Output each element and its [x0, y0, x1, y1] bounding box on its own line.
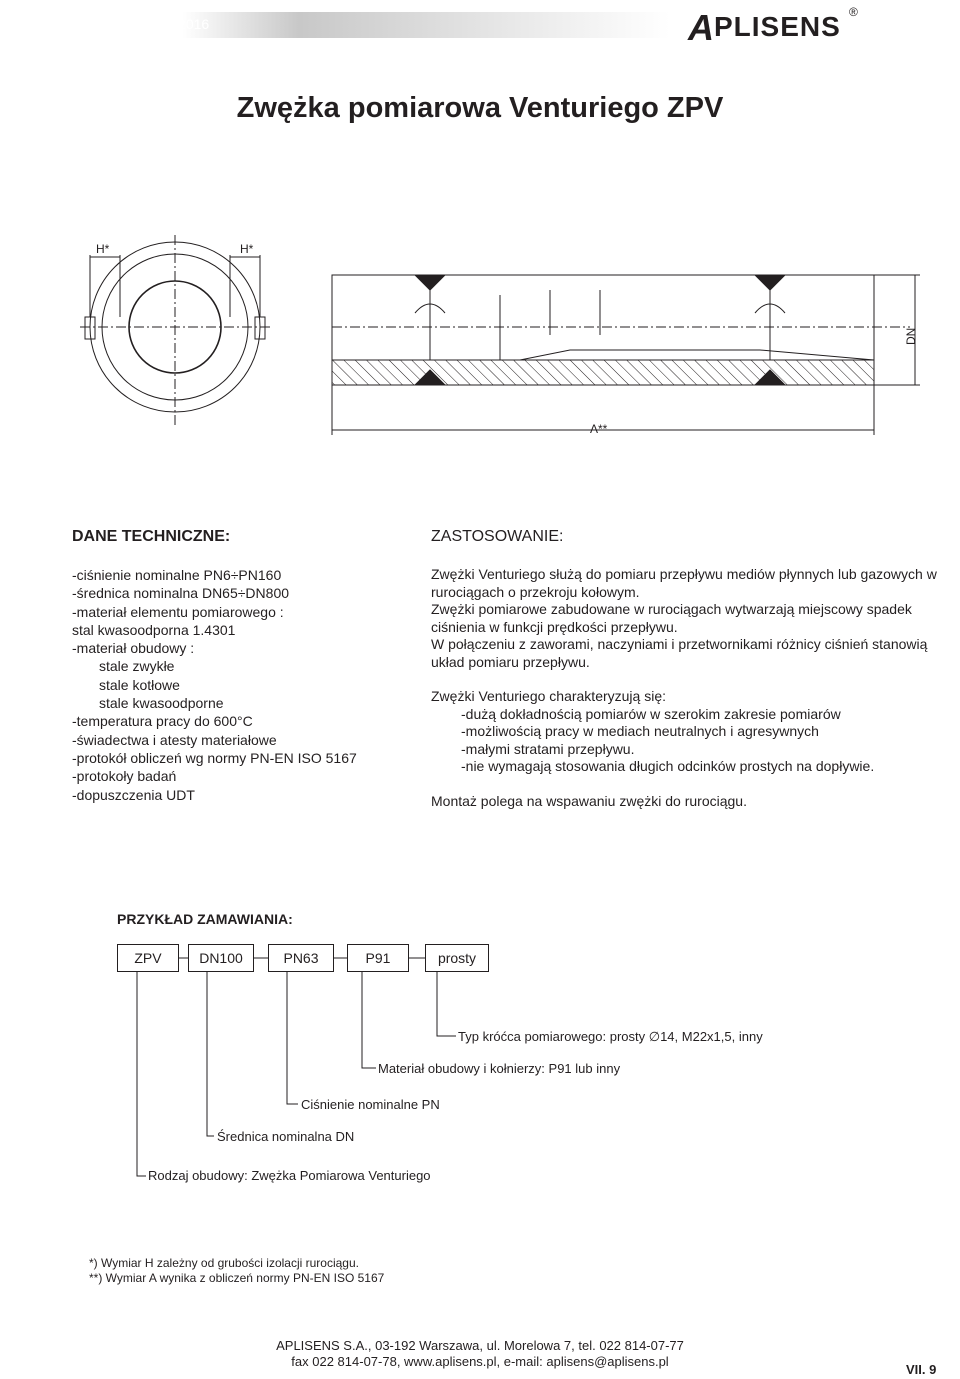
feature-item: -możliwością pracy w mediach neutralnych i agresywnych [461, 723, 819, 739]
order-code-box: DN100 [188, 944, 254, 972]
tech-line: -średnica nominalna DN65÷DN800 [72, 585, 290, 602]
application-paragraph: Montaż polega na wspawaniu zwężki do rurociągu. [431, 792, 747, 809]
tech-line: -ciśnienie nominalne PN6÷PN160 [72, 567, 282, 583]
feature-item: -małymi stratami przepływu. [461, 740, 635, 757]
application-paragraph: Zwężki pomiarowe zabudowane w rurociągach wytwarzają miejscowy spadek ciśnienia w funkcji prędkości przepływu. [431, 601, 912, 635]
tech-line: -materiał obudowy : [72, 640, 195, 657]
order-label-diameter: Średnica nominalna DN [217, 1129, 355, 1144]
feature-item: -dużą dokładnością pomiarów w szerokim zakresie pomiarów [461, 705, 841, 722]
tech-line: -protokół obliczeń wg normy PN-EN ISO 5167 [72, 749, 357, 766]
tech-line: -protokoły badań [72, 768, 177, 785]
footer-address: APLISENS S.A., 03-192 Warszawa, ul. Morelowa 7, tel. 022 814-07-77 [276, 1338, 684, 1353]
tech-line: -materiał elementu pomiarowego : [72, 603, 284, 620]
footnote-h: *) Wymiar H zależny od grubości izolacji rurociągu. [89, 1256, 359, 1270]
order-label-type: Typ króćca pomiarowego: prosty ∅14, M22x1,5, inny [458, 1029, 763, 1044]
svg-text:®: ® [849, 5, 858, 19]
order-code-box: prosty [425, 944, 489, 972]
order-label-pressure: Ciśnienie nominalne PN [301, 1097, 440, 1112]
flange-view [80, 235, 270, 425]
a-label: A** [590, 422, 608, 436]
tech-list [72, 566, 357, 804]
order-label-housing: Rodzaj obudowy: Zwężka Pomiarowa Venturiego [148, 1168, 431, 1183]
order-code-box: PN63 [268, 944, 334, 972]
aplisens-logo [686, 2, 866, 59]
page-title: Zwężka pomiarowa Venturiego ZPV [236, 92, 724, 124]
application-paragraph: Zwężki Venturiego służą do pomiaru przepływu mediów płynnych lub gazowych w rurociągach o przekroju kołowym. [431, 566, 937, 600]
h-left-label: H* [96, 242, 110, 256]
dn-label: DN [904, 327, 918, 345]
order-label-material: Materiał obudowy i kołnierzy: P91 lub inny [378, 1061, 621, 1076]
tech-line: stal kwasoodporna 1.4301 [72, 621, 236, 638]
application-paragraph: W połączeniu z zaworami, naczyniami i przetwornikami różnicy ciśnień stanowią układ pomiaru przepływu. [431, 636, 928, 670]
application-heading: ZASTOSOWANIE: [431, 528, 564, 545]
tech-heading: DANE TECHNICZNE: [72, 528, 231, 545]
company-footer [0, 1338, 960, 1370]
tech-line: stale kwasoodporne [99, 695, 224, 712]
section-view [332, 275, 920, 435]
header-bar [140, 12, 670, 38]
technical-drawing [60, 235, 930, 450]
tech-line: -dopuszczenia UDT [72, 786, 195, 803]
tech-line: -świadectwa i atesty materiałowe [72, 731, 277, 748]
h-right-label: H* [240, 242, 254, 256]
footnotes [89, 1256, 384, 1286]
footer-contact: fax 022 814-07-78, www.aplisens.pl, e-mail: aplisens@aplisens.pl [291, 1354, 669, 1369]
order-code-box: ZPV [117, 944, 179, 972]
application-paragraph: Zwężki Venturiego charakteryzują się: [431, 688, 666, 704]
page-number: VII. 9 [906, 1362, 937, 1377]
year-label: 2015/2016 [143, 16, 210, 32]
tech-line: stale kotłowe [99, 676, 180, 693]
order-heading: PRZYKŁAD ZAMAWIANIA: [117, 911, 293, 927]
order-code-box: P91 [347, 944, 409, 972]
footnote-a: **) Wymiar A wynika z obliczeń normy PN-EN ISO 5167 [89, 1271, 385, 1285]
svg-text:PLISENS: PLISENS [714, 11, 841, 42]
application-text [431, 566, 951, 810]
feature-item: -nie wymagają stosowania długich odcinków prostych na dopływie. [461, 758, 875, 774]
svg-text:A: A [688, 7, 714, 48]
tech-line: stale zwykłe [99, 658, 175, 675]
tech-line: -temperatura pracy do 600°C [72, 713, 253, 730]
